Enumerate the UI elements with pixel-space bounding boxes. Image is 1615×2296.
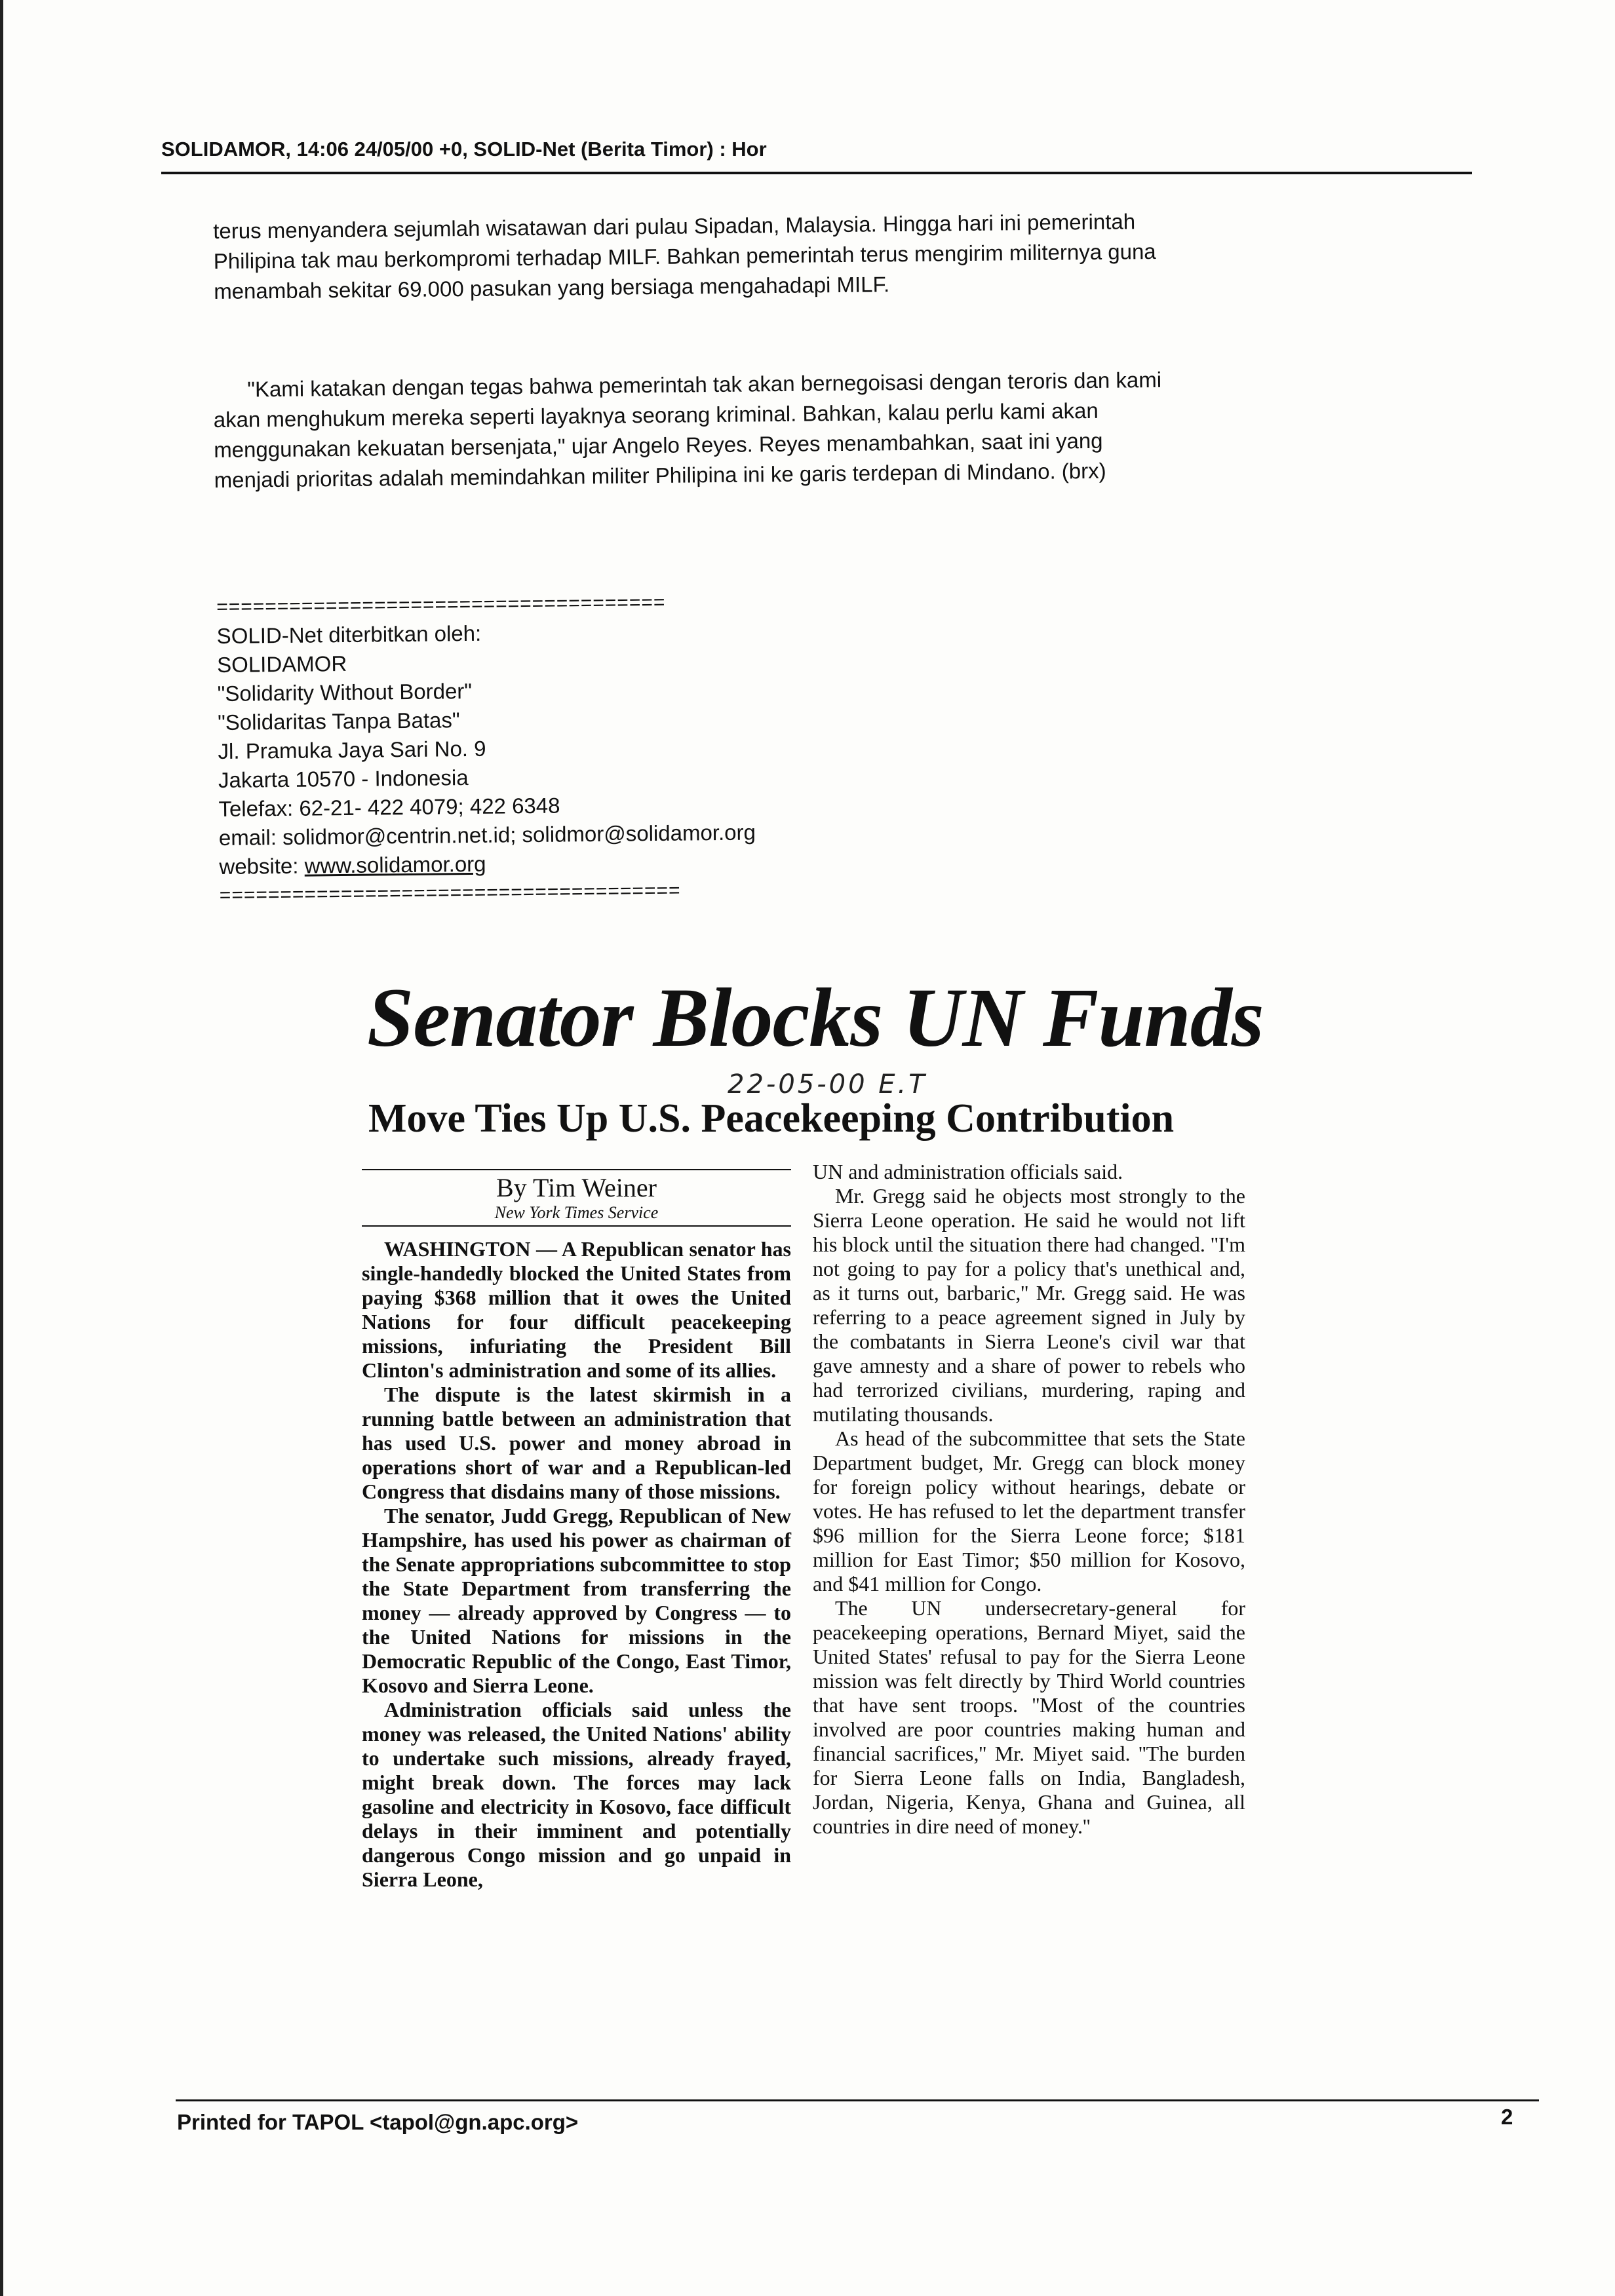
website-link[interactable]: www.solidamor.org bbox=[304, 851, 486, 878]
clipping-headline: Senator Blocks UN Funds bbox=[367, 971, 1264, 1064]
handwritten-note: 22-05-00 E.T bbox=[728, 1069, 927, 1100]
signature-line: SOLID-Net diterbitkan oleh: bbox=[216, 621, 482, 648]
clipping-paragraph: The UN undersecretary-general for peacekeeping operations, Bernard Miyet, said the United States' refusal to pay for the Sierra Leone mission was felt directly by Third World countries that have sent troops. ''Most of the countries involved are poor countries making human and financial sacrifices,'' Mr. Miyet said. ''The burden for Sierra Leone falls on India, Bangladesh, Jordan, Nigeria, Kenya, Ghana and Guinea, all countries in dire need of money.'' bbox=[813, 1596, 1245, 1838]
clipping-paragraph: The senator, Judd Gregg, Republican of New Hampshire, has used his power as chairman of the Senate appropriations subcommittee to stop the State Department from transferring the money — already approved by Congress — to the United Nations for missions in the Democratic Republic of the Congo, East Timor, Kosovo and Sierra Leone. bbox=[362, 1504, 791, 1697]
printed-for: Printed for TAPOL <tapol@gn.apc.org> bbox=[177, 2110, 579, 2134]
separator-line-top: ===================================== bbox=[216, 591, 666, 618]
separator-line-bottom: ====================================== bbox=[219, 879, 681, 906]
clipping-paragraph: As head of the subcommittee that sets the State Department budget, Mr. Gregg can block money for foreign policy without hearings, debate or votes. He has refused to let the department transfer $96 million for the Sierra Leone force; $181 million for East Timor; $50 million for Kosovo, and $41 million for Congo. bbox=[813, 1426, 1245, 1596]
website-label: website: bbox=[219, 853, 305, 879]
agency-credit: New York Times Service bbox=[494, 1203, 659, 1222]
byline-block bbox=[362, 1169, 791, 1227]
article-paragraph-2 bbox=[213, 365, 1165, 495]
article-paragraph-1 bbox=[213, 206, 1164, 307]
signature-line: Telefax: 62-21- 422 4079; 422 6348 bbox=[218, 793, 560, 821]
signature-line: Jl. Pramuka Jaya Sari No. 9 bbox=[218, 736, 486, 763]
scan-left-edge bbox=[0, 0, 3, 2296]
header-rule bbox=[161, 172, 1472, 174]
clipping-right-column bbox=[813, 1160, 1245, 1839]
signature-line: "Solidaritas Tanpa Batas" bbox=[217, 708, 460, 735]
clipping-paragraph: The dispute is the latest skirmish in a running battle between an administration that has used U.S. power and money abroad in operations short of war and a Republican-led Congress that disdains many of those missions. bbox=[362, 1383, 791, 1503]
clipping-paragraph: UN and administration officials said. bbox=[813, 1160, 1123, 1183]
footer-rule bbox=[176, 2099, 1539, 2101]
clipping-paragraph: Administration officials said unless the money was released, the United Nations' ability to undertake such missions, already frayed, might break down. The forces may lack gasoline and electricity in Kosovo, face difficult delays in their imminent and potentially dangerous Congo mission and go unpaid in Sierra Leone, bbox=[362, 1698, 791, 1891]
signature-line: SOLIDAMOR bbox=[216, 651, 347, 677]
byline: By Tim Weiner bbox=[496, 1173, 657, 1202]
clipping-paragraph: Mr. Gregg said he objects most strongly to the Sierra Leone operation. He said he would not lift his block until the situation there had changed. ''I'm not going to pay for a policy that's unethical and, as it turns out, barbaric,'' Mr. Gregg said. He was referring to a peace agreement signed in July by the combatants in Sierra Leone's civil war that gave amnesty and a share of power to rebels who had terrorized civilians, murdering, raping and mutilating thousands. bbox=[813, 1184, 1245, 1426]
signature-line: "Solidarity Without Border" bbox=[217, 678, 473, 706]
byline-rule-bottom bbox=[362, 1225, 791, 1227]
clipping-paragraph: WASHINGTON — A Republican senator has single-handedly blocked the United States from paying $368 million that it owes the United Nations for four difficult peacekeeping missions, infuriating the President Bill Clinton's administration and some of its allies. bbox=[362, 1237, 791, 1382]
signature-line: email: solidmor@centrin.net.id; solidmor@solidamor.org bbox=[218, 820, 756, 850]
publisher-signature bbox=[216, 585, 941, 909]
article-paragraph-text: terus menyandera sejumlah wisatawan dari pulau Sipadan, Malaysia. Hingga hari ini pemerintah Philipina tak mau berkompromi terhadap MILF. Bahkan pemerintah terus mengirim militernya guna menambah sekitar 69.000 pasukan yang bersiaga mengahadapi MILF. bbox=[213, 209, 1156, 303]
newspaper-clipping bbox=[354, 970, 1264, 1891]
article-paragraph-text: "Kami katakan dengan tegas bahwa pemerintah tak akan bernegoisasi dengan teroris dan kami akan menghukum mereka seperti layaknya seorang kriminal. Bahkan, kalau perlu kami akan menggunakan kekuatan bersenjata," ujar Angelo Reyes. Reyes menambahkan, saat ini yang menjadi prioritas adalah memindahkan militer Philipina ini ke garis terdepan di Mindano. (brx) bbox=[213, 367, 1162, 492]
byline-rule-top bbox=[362, 1169, 791, 1170]
page-number: 2 bbox=[1501, 2105, 1513, 2129]
clipping-left-column bbox=[362, 1166, 791, 1892]
signature-line: Jakarta 10570 - Indonesia bbox=[218, 765, 469, 792]
page-header: SOLIDAMOR, 14:06 24/05/00 +0, SOLID-Net (Berita Timor) : Hor bbox=[161, 138, 767, 161]
clipping-subhead: Move Ties Up U.S. Peacekeeping Contribution bbox=[368, 1096, 1175, 1141]
